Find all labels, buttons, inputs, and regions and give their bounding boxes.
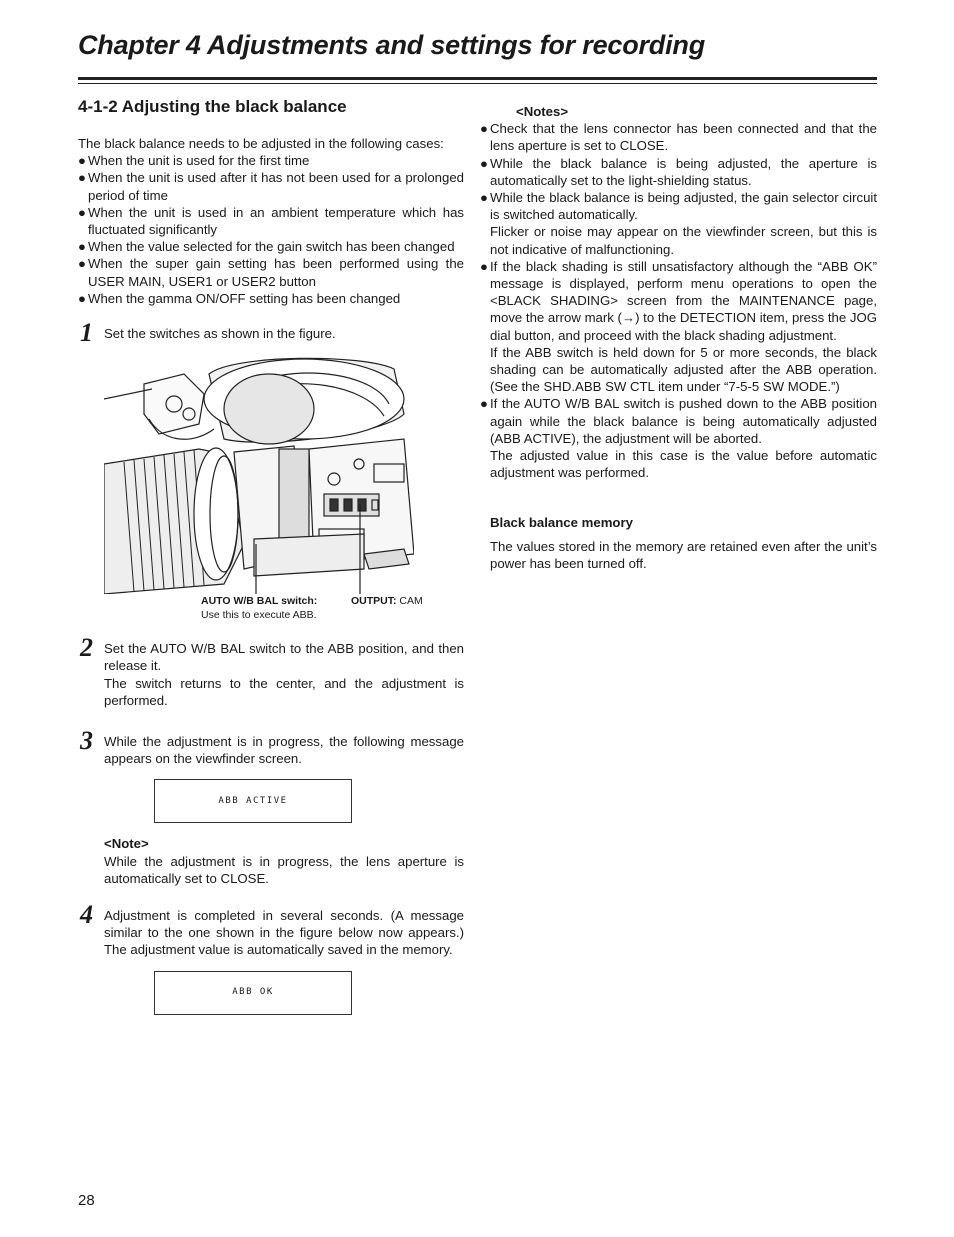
camera-figure	[104, 354, 414, 594]
header-rule-thin	[78, 83, 877, 84]
viewfinder-display-abb-ok: ABB OK	[154, 971, 352, 1015]
memory-text: The values stored in the memory are retained even after the unit’s power has been turned off.	[490, 538, 877, 571]
step-3	[78, 726, 464, 767]
bullet-icon: ●	[78, 153, 86, 169]
section-intro: The black balance needs to be adjusted in the following cases:	[78, 136, 444, 151]
bullet-icon: ●	[480, 155, 488, 171]
step-text: Set the AUTO W/B BAL switch to the ABB position, and then release it.	[104, 641, 464, 674]
step-4	[78, 900, 464, 959]
bullet-icon: ●	[78, 239, 86, 255]
notes-list	[480, 120, 877, 481]
step-3-note	[78, 835, 464, 887]
note-label: <Note>	[104, 836, 149, 852]
step-text: While the adjustment is in progress, the following message appears on the viewfinder screen.	[104, 734, 464, 767]
notes-label: <Notes>	[516, 104, 569, 119]
chapter-title: Chapter 4 Adjustments and settings for recording	[78, 30, 705, 60]
list-item: ● When the super gain setting has been performed using the USER MAIN, USER1 or USER2 button	[78, 256, 464, 289]
list-item: ● When the unit is used in an ambient temperature which has fluctuated significantly	[78, 204, 464, 238]
bullet-icon: ●	[78, 256, 86, 272]
bullet-icon: ●	[480, 190, 488, 206]
caption-auto-wb: AUTO W/B BAL switch: Use this to execute ABB.	[201, 595, 318, 622]
left-column	[78, 96, 464, 1027]
step-number: 3	[80, 726, 93, 756]
step-text: The switch returns to the center, and the adjustment is performed.	[104, 675, 464, 708]
list-item: ● If the black shading is still unsatisfactory although the “ABB OK” message is displayed, perform menu operations to open the <BLACK SHADING> screen from the MAINTENANCE page, move the arrow mark (→) to the DETECTION item, press the JOG dial button, and proceed with the black shading adjustment. If the ABB switch is held down for 5 or more seconds, the black shading can be automatically adjusted after the ABB operation. (See the SHD.ABB SW CTL item under “7-5-5 SW MODE.”)	[480, 258, 877, 395]
step-number: 1	[80, 318, 93, 348]
section-title: 4-1-2 Adjusting the black balance	[78, 97, 347, 116]
note-text: While the adjustment is in progress, the lens aperture is automatically set to CLOSE.	[104, 853, 464, 886]
step-number: 2	[80, 633, 93, 663]
right-column	[480, 103, 877, 572]
bullet-icon: ●	[480, 396, 488, 412]
bullet-icon: ●	[78, 170, 86, 186]
list-item: ● When the unit is used for the first time	[78, 153, 310, 169]
figure-captions	[201, 594, 464, 630]
list-item: ● Check that the lens connector has been connected and that the lens aperture is set to CLOSE.	[480, 121, 877, 154]
header-rule-thick	[78, 77, 877, 80]
step-text: Adjustment is completed in several seconds. (A message similar to the one shown in the figure below now appears.) The adjustment value is automatically saved in the memory.	[104, 908, 464, 958]
bullet-icon: ●	[480, 121, 488, 137]
step-text: Set the switches as shown in the figure.	[104, 326, 336, 342]
cases-list	[78, 152, 464, 307]
bullet-icon: ●	[78, 204, 86, 220]
step-2	[78, 633, 464, 709]
camera-illustration	[104, 354, 414, 594]
memory-heading: Black balance memory	[490, 515, 633, 531]
bullet-icon: ●	[480, 258, 488, 274]
step-1	[78, 318, 464, 348]
bullet-icon: ●	[78, 290, 86, 306]
viewfinder-display-abb-active: ABB ACTIVE	[154, 779, 352, 823]
list-item: ● While the black balance is being adjusted, the aperture is automatically set to the light-shielding status.	[480, 155, 877, 188]
caption-output: OUTPUT: CAM	[351, 595, 423, 608]
list-item: ● When the unit is used after it has not been used for a prolonged period of time	[78, 170, 464, 203]
step-number: 4	[80, 900, 93, 930]
list-item: ● When the value selected for the gain switch has been changed	[78, 239, 455, 255]
list-item: ● When the gamma ON/OFF setting has been changed	[78, 290, 401, 306]
list-item: ● If the AUTO W/B BAL switch is pushed down to the ABB position again while the black balance is being automatically adjusted (ABB ACTIVE), the adjustment will be aborted. The adjusted value in this case is the value before automatic adjustment was performed.	[480, 396, 877, 481]
list-item: ● While the black balance is being adjusted, the gain selector circuit is switched automatically. Flicker or noise may appear on the viewfinder screen, but this is not indicative of malfunctioning.	[480, 190, 877, 257]
page-number: 28	[78, 1192, 95, 1209]
